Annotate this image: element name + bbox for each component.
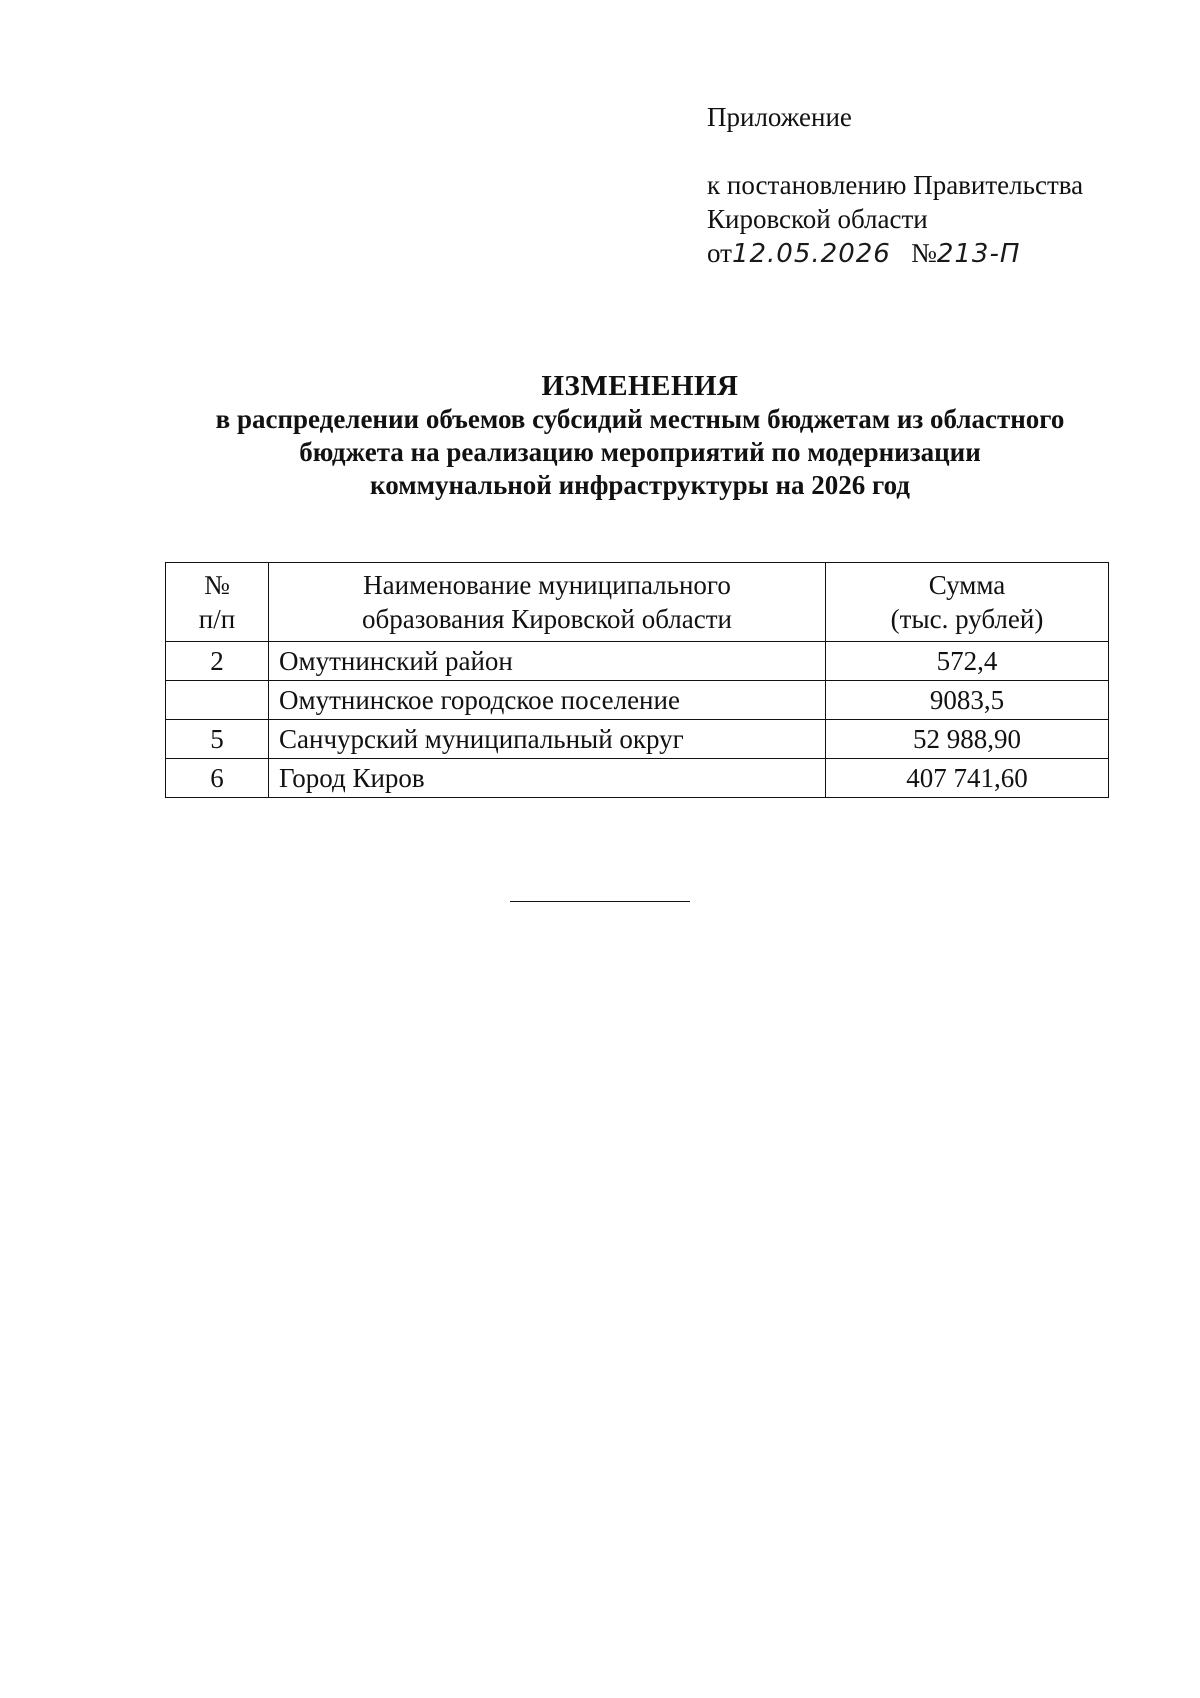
row-num: 6 bbox=[166, 759, 269, 798]
row-num bbox=[166, 681, 269, 720]
header-name bbox=[269, 563, 826, 642]
subsidy-table bbox=[165, 562, 1109, 798]
annex-ref-line-2: Кировской области bbox=[707, 204, 928, 234]
row-num: 5 bbox=[166, 720, 269, 759]
title-main: ИЗМЕНЕНИЯ bbox=[541, 370, 739, 402]
table-row bbox=[166, 759, 1109, 798]
row-name: Санчурский муниципальный округ bbox=[269, 720, 826, 759]
number-prefix: № bbox=[911, 238, 937, 268]
row-name: Город Киров bbox=[269, 759, 826, 798]
header-sum-line-1: Сумма bbox=[928, 570, 1006, 600]
annex-date-number bbox=[707, 236, 1177, 271]
row-sum: 9083,5 bbox=[826, 681, 1109, 720]
row-name: Омутнинский район bbox=[269, 642, 826, 681]
header-num-line-1: № bbox=[204, 570, 230, 600]
header-sum-line-2: (тыс. рублей) bbox=[890, 604, 1044, 634]
row-num: 2 bbox=[166, 642, 269, 681]
title-line-1: в распределении объемов субсидий местным бюджетам из областного bbox=[215, 404, 1065, 434]
handwritten-date: 12.05.2026 bbox=[731, 239, 891, 269]
header-num bbox=[166, 563, 269, 642]
annex-ref-line-1: к постановлению Правительства bbox=[707, 170, 1084, 200]
row-sum: 407 741,60 bbox=[826, 759, 1109, 798]
title-line-2: бюджета на реализацию мероприятий по модернизации bbox=[299, 437, 981, 467]
table-header-row bbox=[166, 563, 1109, 642]
row-name: Омутнинское городское поселение bbox=[269, 681, 826, 720]
table-row bbox=[166, 681, 1109, 720]
title-line-3: коммунальной инфраструктуры на 2026 год bbox=[370, 470, 910, 500]
row-sum: 572,4 bbox=[826, 642, 1109, 681]
header-name-line-1: Наименование муниципального bbox=[363, 570, 731, 600]
table-row bbox=[166, 642, 1109, 681]
handwritten-number: 213-П bbox=[936, 239, 1021, 269]
document-title bbox=[150, 370, 1130, 502]
header-name-line-2: образования Кировской области bbox=[362, 604, 732, 634]
row-sum: 52 988,90 bbox=[826, 720, 1109, 759]
header-sum bbox=[826, 563, 1109, 642]
end-rule bbox=[510, 901, 690, 902]
annex-label: Приложение bbox=[707, 102, 852, 132]
table-row bbox=[166, 720, 1109, 759]
header-num-line-2: п/п bbox=[198, 604, 236, 634]
annex-block bbox=[707, 100, 1177, 271]
date-prefix: от bbox=[707, 238, 732, 268]
